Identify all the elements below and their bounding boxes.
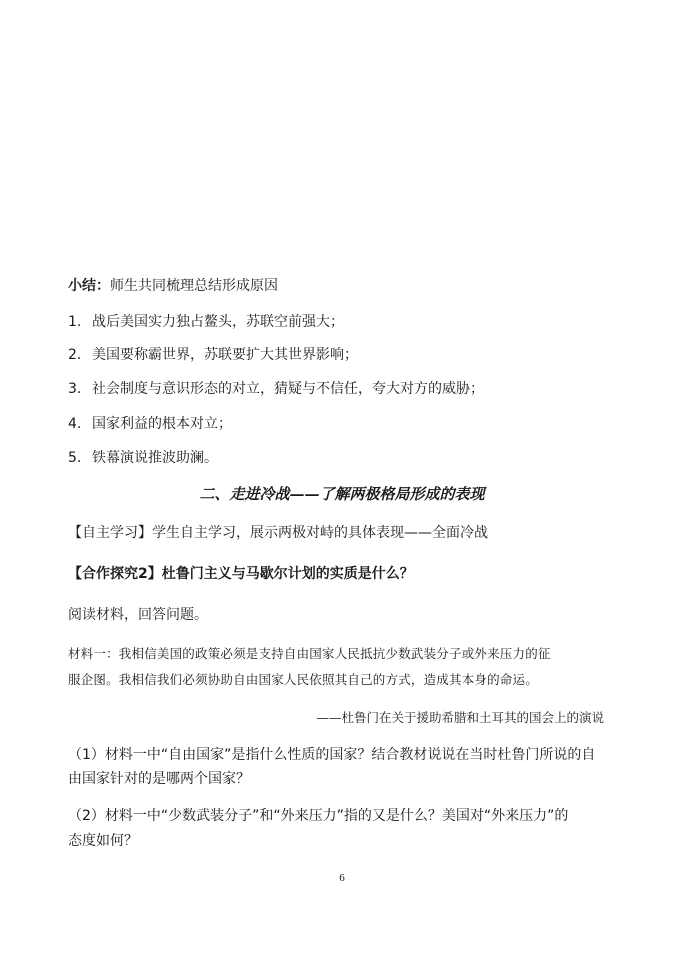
material-source: ——杜鲁门在关于援助希腊和土耳其的国会上的演说 [316,710,604,725]
item-text: 社会制度与意识形态的对立，猜疑与不信任，夸大对方的威胁； [92,381,484,397]
self-study-line [68,524,488,542]
summary-item-3 [68,380,484,398]
item-number: 4. [68,416,82,432]
item-text: 铁幕演说推波助澜。 [92,450,218,466]
question-1-line-1: （1）材料一中“自由国家”是指什么性质的国家？结合教材说说在当时杜鲁门所说的自 [68,747,596,763]
coop-text: 杜鲁门主义与马歇尔计划的实质是什么？ [161,566,414,582]
page-number: 6 [339,872,345,884]
coop-label: 【合作探究2】 [68,566,162,582]
section-heading: 二、走进冷战——了解两极格局形成的表现 [199,485,485,503]
summary-line [68,277,278,295]
item-number: 5. [68,450,82,466]
summary-item-4 [68,415,232,433]
item-text: 国家利益的根本对立； [92,416,232,432]
coop-line [68,565,414,583]
item-number: 3. [68,381,82,397]
question-1-line-2: 由国家针对的是哪两个国家？ [68,771,250,787]
summary-item-1 [68,313,344,331]
summary-text: 师生共同梳理总结形成原因 [110,278,278,294]
item-text: 美国要称霸世界，苏联要扩大其世界影响； [92,347,358,363]
instruction: 阅读材料，回答问题。 [68,607,208,623]
item-text: 战后美国实力独占鳌头，苏联空前强大； [92,314,344,330]
question-2-line-1: （2）材料一中“少数武装分子”和“外来压力”指的又是什么？美国对“外来压力”的 [68,808,569,824]
item-number: 2. [68,347,82,363]
summary-item-2 [68,346,358,364]
self-study-label: 【自主学习】 [68,525,152,541]
item-number: 1. [68,314,82,330]
material-line-2: 服企图。我相信我们必须协助自由国家人民依照其自己的方式，造成其本身的命运。 [68,672,538,687]
summary-item-5 [68,449,218,467]
self-study-text: 学生自主学习，展示两极对峙的具体表现——全面冷战 [152,525,488,541]
summary-label: 小结： [68,278,110,294]
material-line-1: 材料一：我相信美国的政策必须是支持自由国家人民抵抗少数武装分子或外来压力的征 [68,646,551,661]
question-2-line-2: 态度如何？ [68,833,138,849]
